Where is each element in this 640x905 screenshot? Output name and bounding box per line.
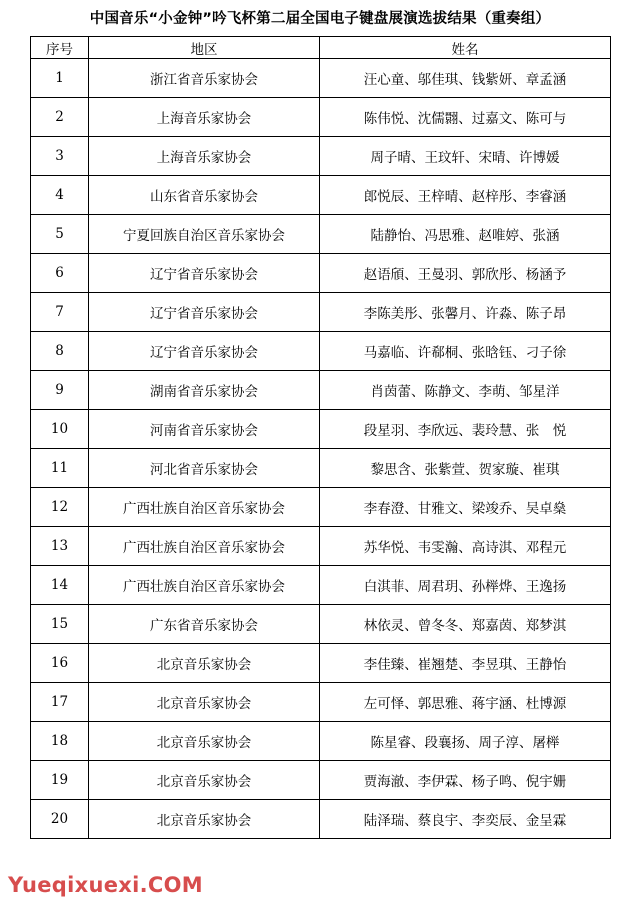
cell-region: 辽宁省音乐家协会: [89, 332, 320, 371]
results-table: [30, 36, 611, 839]
cell-names: 陆静怡、冯思雅、赵唯婷、张涵: [320, 215, 611, 254]
cell-region: 北京音乐家协会: [89, 761, 320, 800]
table-row: [31, 722, 611, 761]
table-row: [31, 137, 611, 176]
cell-region: 辽宁省音乐家协会: [89, 254, 320, 293]
table-row: [31, 371, 611, 410]
cell-number: 3: [31, 137, 89, 176]
cell-number: 6: [31, 254, 89, 293]
cell-names: 段星羽、李欣远、裴玲慧、张 悦: [320, 410, 611, 449]
cell-region: 浙江省音乐家协会: [89, 59, 320, 98]
header-region: 地区: [89, 37, 320, 59]
cell-names: 陈星睿、段襄扬、周子淳、屠榉: [320, 722, 611, 761]
table-row: [31, 566, 611, 605]
cell-names: 周子晴、王玟轩、宋晴、许博媛: [320, 137, 611, 176]
site-watermark: Yueqixuexi.COM: [8, 873, 203, 897]
cell-number: 7: [31, 293, 89, 332]
cell-number: 13: [31, 527, 89, 566]
cell-region: 广西壮族自治区音乐家协会: [89, 488, 320, 527]
cell-number: 4: [31, 176, 89, 215]
cell-names: 李春澄、甘雅文、梁竣乔、吴卓燊: [320, 488, 611, 527]
cell-names: 左可怿、郭思雅、蒋宇涵、杜博源: [320, 683, 611, 722]
cell-region: 北京音乐家协会: [89, 644, 320, 683]
cell-region: 北京音乐家协会: [89, 800, 320, 839]
cell-names: 陆泽瑞、蔡良宇、李奕辰、金呈霖: [320, 800, 611, 839]
cell-names: 肖茵蕾、陈静文、李萌、邹星洋: [320, 371, 611, 410]
cell-region: 北京音乐家协会: [89, 722, 320, 761]
cell-names: 黎思含、张紫萱、贺家璇、崔琪: [320, 449, 611, 488]
table-row: [31, 332, 611, 371]
table-header-row: [31, 37, 611, 59]
cell-names: 陈伟悦、沈儒翾、过嘉文、陈可与: [320, 98, 611, 137]
cell-number: 19: [31, 761, 89, 800]
cell-names: 白淇菲、周君玥、孙榉烨、王逸扬: [320, 566, 611, 605]
cell-number: 10: [31, 410, 89, 449]
cell-number: 11: [31, 449, 89, 488]
cell-region: 河南省音乐家协会: [89, 410, 320, 449]
table-row: [31, 605, 611, 644]
cell-region: 上海音乐家协会: [89, 98, 320, 137]
table-row: [31, 254, 611, 293]
cell-names: 贾海澈、李伊霖、杨子鸣、倪宇姗: [320, 761, 611, 800]
page-title: 中国音乐“小金钟”吟飞杯第二届全国电子键盘展演选拔结果（重奏组）: [89, 11, 551, 27]
cell-region: 山东省音乐家协会: [89, 176, 320, 215]
cell-number: 14: [31, 566, 89, 605]
table-row: [31, 488, 611, 527]
cell-names: 马嘉临、许郗桐、张晗钰、刁子徐: [320, 332, 611, 371]
cell-names: 苏华悦、韦雯瀚、高诗淇、邓程元: [320, 527, 611, 566]
cell-region: 北京音乐家协会: [89, 683, 320, 722]
cell-number: 1: [31, 59, 89, 98]
header-number: 序号: [31, 37, 89, 59]
cell-number: 12: [31, 488, 89, 527]
cell-names: 林依灵、曾冬冬、郑嘉茵、郑梦淇: [320, 605, 611, 644]
cell-number: 17: [31, 683, 89, 722]
table-body: [31, 59, 611, 839]
cell-number: 9: [31, 371, 89, 410]
cell-number: 2: [31, 98, 89, 137]
cell-region: 辽宁省音乐家协会: [89, 293, 320, 332]
cell-number: 18: [31, 722, 89, 761]
cell-number: 20: [31, 800, 89, 839]
table-row: [31, 449, 611, 488]
table-row: [31, 800, 611, 839]
cell-number: 8: [31, 332, 89, 371]
cell-names: 郎悦辰、王梓晴、赵梓彤、李睿涵: [320, 176, 611, 215]
cell-number: 15: [31, 605, 89, 644]
cell-names: 汪心童、邬佳琪、钱紫妍、章孟涵: [320, 59, 611, 98]
table-row: [31, 761, 611, 800]
cell-names: 李陈美彤、张馨月、许淼、陈子昂: [320, 293, 611, 332]
cell-region: 宁夏回族自治区音乐家协会: [89, 215, 320, 254]
cell-names: 赵语頎、王曼羽、郭欣彤、杨涵予: [320, 254, 611, 293]
cell-region: 广东省音乐家协会: [89, 605, 320, 644]
table-row: [31, 527, 611, 566]
cell-region: 上海音乐家协会: [89, 137, 320, 176]
header-names: 姓名: [320, 37, 611, 59]
cell-number: 16: [31, 644, 89, 683]
table-row: [31, 215, 611, 254]
table-row: [31, 98, 611, 137]
cell-region: 湖南省音乐家协会: [89, 371, 320, 410]
cell-region: 河北省音乐家协会: [89, 449, 320, 488]
table-row: [31, 293, 611, 332]
table-row: [31, 644, 611, 683]
cell-region: 广西壮族自治区音乐家协会: [89, 527, 320, 566]
table-row: [31, 176, 611, 215]
cell-number: 5: [31, 215, 89, 254]
table-row: [31, 410, 611, 449]
table-row: [31, 59, 611, 98]
cell-region: 广西壮族自治区音乐家协会: [89, 566, 320, 605]
table-row: [31, 683, 611, 722]
cell-names: 李佳臻、崔翘楚、李昱琪、王静怡: [320, 644, 611, 683]
